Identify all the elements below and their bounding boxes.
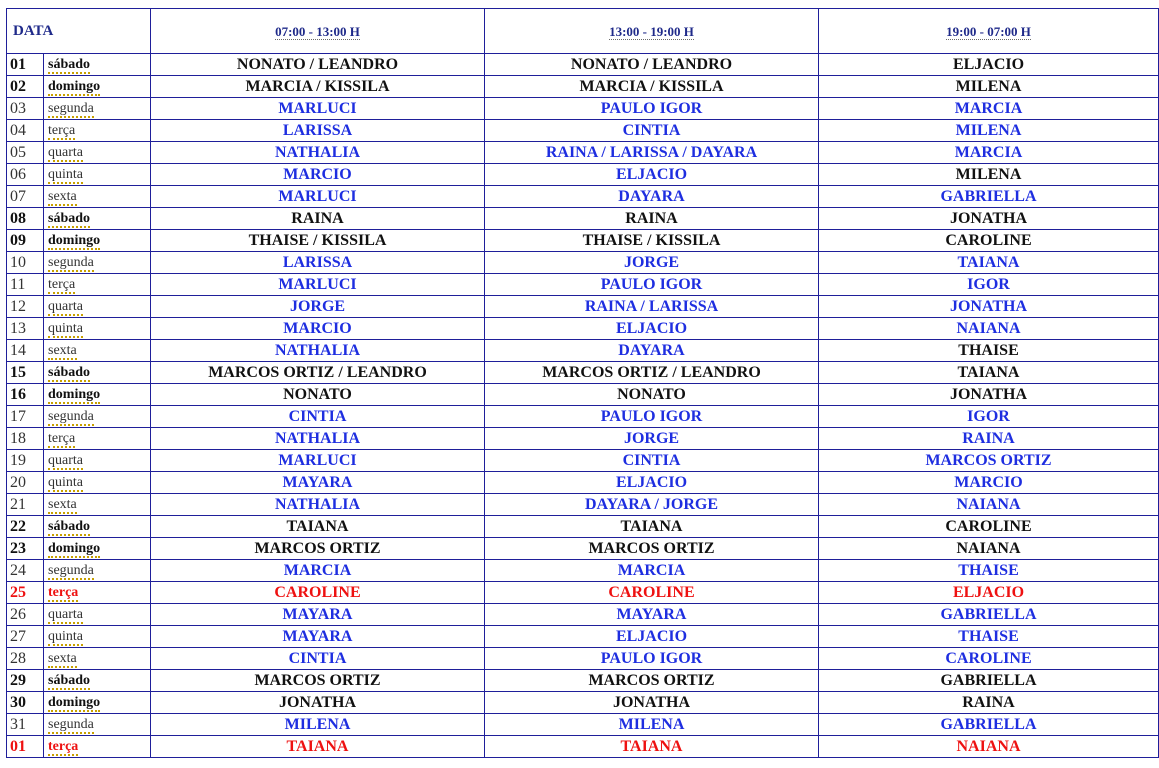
cell-shift-1: NONATO <box>151 384 485 406</box>
row-weekday: sábado <box>44 516 151 538</box>
row-weekday: sexta <box>44 186 151 208</box>
cell-shift-1: JORGE <box>151 296 485 318</box>
cell-shift-1: MILENA <box>151 714 485 736</box>
table-row <box>7 340 1159 362</box>
row-weekday: segunda <box>44 406 151 428</box>
cell-shift-1: MARLUCI <box>151 274 485 296</box>
cell-shift-1: TAIANA <box>151 516 485 538</box>
row-day-number: 30 <box>7 692 44 714</box>
cell-shift-1: MAYARA <box>151 472 485 494</box>
row-day-number: 06 <box>7 164 44 186</box>
cell-shift-1: TAIANA <box>151 736 485 758</box>
row-weekday: segunda <box>44 560 151 582</box>
cell-shift-3: ELJACIO <box>819 54 1159 76</box>
table-row <box>7 736 1159 758</box>
row-day-number: 19 <box>7 450 44 472</box>
cell-shift-1: MARCOS ORTIZ <box>151 670 485 692</box>
cell-shift-3: MARCIA <box>819 142 1159 164</box>
row-weekday: domingo <box>44 692 151 714</box>
cell-shift-3: GABRIELLA <box>819 670 1159 692</box>
row-weekday: quinta <box>44 318 151 340</box>
header-row <box>7 9 1159 54</box>
cell-shift-3: GABRIELLA <box>819 714 1159 736</box>
cell-shift-2: MARCOS ORTIZ / LEANDRO <box>485 362 819 384</box>
cell-shift-2: RAINA / LARISSA / DAYARA <box>485 142 819 164</box>
cell-shift-1: NATHALIA <box>151 494 485 516</box>
row-weekday: quarta <box>44 142 151 164</box>
row-day-number: 10 <box>7 252 44 274</box>
cell-shift-3: CAROLINE <box>819 516 1159 538</box>
cell-shift-1: MARCIO <box>151 318 485 340</box>
cell-shift-3: JONATHA <box>819 208 1159 230</box>
row-weekday: quinta <box>44 472 151 494</box>
row-weekday: segunda <box>44 98 151 120</box>
row-weekday: domingo <box>44 76 151 98</box>
cell-shift-3: GABRIELLA <box>819 604 1159 626</box>
row-day-number: 14 <box>7 340 44 362</box>
cell-shift-2: ELJACIO <box>485 164 819 186</box>
cell-shift-2: PAULO IGOR <box>485 406 819 428</box>
table-row <box>7 76 1159 98</box>
row-day-number: 20 <box>7 472 44 494</box>
table-row <box>7 142 1159 164</box>
row-weekday: terça <box>44 736 151 758</box>
cell-shift-2: DAYARA <box>485 186 819 208</box>
cell-shift-3: CAROLINE <box>819 230 1159 252</box>
table-row <box>7 692 1159 714</box>
row-day-number: 01 <box>7 736 44 758</box>
cell-shift-3: MILENA <box>819 164 1159 186</box>
row-weekday: domingo <box>44 230 151 252</box>
row-weekday: domingo <box>44 538 151 560</box>
table-row <box>7 186 1159 208</box>
row-weekday: quinta <box>44 626 151 648</box>
row-day-number: 29 <box>7 670 44 692</box>
cell-shift-2: PAULO IGOR <box>485 98 819 120</box>
cell-shift-2: MARCOS ORTIZ <box>485 538 819 560</box>
row-day-number: 13 <box>7 318 44 340</box>
cell-shift-3: MARCOS ORTIZ <box>819 450 1159 472</box>
row-day-number: 15 <box>7 362 44 384</box>
header-shift-2: 13:00 - 19:00 H <box>485 9 819 54</box>
row-weekday: sábado <box>44 54 151 76</box>
row-day-number: 31 <box>7 714 44 736</box>
row-day-number: 04 <box>7 120 44 142</box>
cell-shift-1: RAINA <box>151 208 485 230</box>
cell-shift-3: IGOR <box>819 274 1159 296</box>
cell-shift-2: TAIANA <box>485 736 819 758</box>
row-weekday: terça <box>44 428 151 450</box>
cell-shift-2: TAIANA <box>485 516 819 538</box>
row-weekday: segunda <box>44 714 151 736</box>
cell-shift-1: MARCIO <box>151 164 485 186</box>
table-row <box>7 120 1159 142</box>
cell-shift-2: MILENA <box>485 714 819 736</box>
cell-shift-2: ELJACIO <box>485 472 819 494</box>
cell-shift-3: NAIANA <box>819 538 1159 560</box>
cell-shift-1: CINTIA <box>151 406 485 428</box>
table-row <box>7 362 1159 384</box>
row-day-number: 21 <box>7 494 44 516</box>
table-row <box>7 472 1159 494</box>
cell-shift-2: RAINA / LARISSA <box>485 296 819 318</box>
cell-shift-1: NATHALIA <box>151 142 485 164</box>
table-row <box>7 406 1159 428</box>
cell-shift-1: MARLUCI <box>151 186 485 208</box>
table-row <box>7 450 1159 472</box>
row-day-number: 12 <box>7 296 44 318</box>
table-row <box>7 208 1159 230</box>
row-weekday: quarta <box>44 450 151 472</box>
table-row <box>7 230 1159 252</box>
row-day-number: 28 <box>7 648 44 670</box>
row-weekday: sexta <box>44 340 151 362</box>
cell-shift-3: TAIANA <box>819 362 1159 384</box>
cell-shift-2: NONATO / LEANDRO <box>485 54 819 76</box>
row-weekday: domingo <box>44 384 151 406</box>
cell-shift-1: MARLUCI <box>151 98 485 120</box>
cell-shift-1: NATHALIA <box>151 340 485 362</box>
cell-shift-3: THAISE <box>819 340 1159 362</box>
cell-shift-2: ELJACIO <box>485 318 819 340</box>
cell-shift-2: DAYARA <box>485 340 819 362</box>
cell-shift-2: CINTIA <box>485 450 819 472</box>
cell-shift-2: MAYARA <box>485 604 819 626</box>
cell-shift-3: MARCIO <box>819 472 1159 494</box>
row-day-number: 03 <box>7 98 44 120</box>
row-day-number: 01 <box>7 54 44 76</box>
table-row <box>7 318 1159 340</box>
cell-shift-1: CINTIA <box>151 648 485 670</box>
table-row <box>7 296 1159 318</box>
row-day-number: 27 <box>7 626 44 648</box>
cell-shift-3: RAINA <box>819 428 1159 450</box>
row-day-number: 05 <box>7 142 44 164</box>
cell-shift-2: JORGE <box>485 428 819 450</box>
header-data: DATA <box>7 9 151 54</box>
cell-shift-1: MARCIA <box>151 560 485 582</box>
cell-shift-1: MARLUCI <box>151 450 485 472</box>
cell-shift-2: DAYARA / JORGE <box>485 494 819 516</box>
table-row <box>7 648 1159 670</box>
table-row <box>7 560 1159 582</box>
cell-shift-3: MARCIA <box>819 98 1159 120</box>
row-day-number: 09 <box>7 230 44 252</box>
table-row <box>7 516 1159 538</box>
table-row <box>7 538 1159 560</box>
row-weekday: quarta <box>44 604 151 626</box>
cell-shift-3: MILENA <box>819 76 1159 98</box>
table-row <box>7 428 1159 450</box>
row-day-number: 11 <box>7 274 44 296</box>
table-row <box>7 582 1159 604</box>
row-weekday: sábado <box>44 362 151 384</box>
row-day-number: 23 <box>7 538 44 560</box>
cell-shift-3: NAIANA <box>819 494 1159 516</box>
cell-shift-2: THAISE / KISSILA <box>485 230 819 252</box>
row-weekday: segunda <box>44 252 151 274</box>
row-weekday: sábado <box>44 670 151 692</box>
cell-shift-2: PAULO IGOR <box>485 274 819 296</box>
cell-shift-2: PAULO IGOR <box>485 648 819 670</box>
cell-shift-3: TAIANA <box>819 252 1159 274</box>
cell-shift-2: JORGE <box>485 252 819 274</box>
row-day-number: 16 <box>7 384 44 406</box>
row-day-number: 02 <box>7 76 44 98</box>
table-row <box>7 384 1159 406</box>
cell-shift-3: THAISE <box>819 560 1159 582</box>
row-weekday: terça <box>44 582 151 604</box>
cell-shift-2: JONATHA <box>485 692 819 714</box>
header-shift-1: 07:00 - 13:00 H <box>151 9 485 54</box>
cell-shift-3: NAIANA <box>819 318 1159 340</box>
cell-shift-2: NONATO <box>485 384 819 406</box>
table-row <box>7 494 1159 516</box>
row-day-number: 07 <box>7 186 44 208</box>
cell-shift-1: NONATO / LEANDRO <box>151 54 485 76</box>
cell-shift-1: MAYARA <box>151 626 485 648</box>
cell-shift-1: JONATHA <box>151 692 485 714</box>
cell-shift-2: MARCIA <box>485 560 819 582</box>
row-day-number: 18 <box>7 428 44 450</box>
cell-shift-3: CAROLINE <box>819 648 1159 670</box>
schedule-table <box>6 8 1159 758</box>
table-row <box>7 54 1159 76</box>
cell-shift-2: MARCIA / KISSILA <box>485 76 819 98</box>
cell-shift-2: ELJACIO <box>485 626 819 648</box>
cell-shift-1: LARISSA <box>151 252 485 274</box>
row-weekday: sexta <box>44 494 151 516</box>
cell-shift-3: IGOR <box>819 406 1159 428</box>
row-weekday: quarta <box>44 296 151 318</box>
cell-shift-3: NAIANA <box>819 736 1159 758</box>
cell-shift-3: JONATHA <box>819 384 1159 406</box>
row-weekday: terça <box>44 120 151 142</box>
table-row <box>7 274 1159 296</box>
cell-shift-1: MARCIA / KISSILA <box>151 76 485 98</box>
row-day-number: 08 <box>7 208 44 230</box>
cell-shift-3: JONATHA <box>819 296 1159 318</box>
table-row <box>7 670 1159 692</box>
cell-shift-1: MAYARA <box>151 604 485 626</box>
table-row <box>7 714 1159 736</box>
schedule-body <box>7 9 1159 758</box>
cell-shift-3: ELJACIO <box>819 582 1159 604</box>
table-row <box>7 626 1159 648</box>
cell-shift-1: NATHALIA <box>151 428 485 450</box>
cell-shift-2: MARCOS ORTIZ <box>485 670 819 692</box>
row-weekday: sexta <box>44 648 151 670</box>
table-row <box>7 164 1159 186</box>
cell-shift-1: THAISE / KISSILA <box>151 230 485 252</box>
cell-shift-3: MILENA <box>819 120 1159 142</box>
row-weekday: sábado <box>44 208 151 230</box>
cell-shift-1: MARCOS ORTIZ <box>151 538 485 560</box>
row-weekday: quinta <box>44 164 151 186</box>
cell-shift-3: RAINA <box>819 692 1159 714</box>
table-row <box>7 252 1159 274</box>
table-row <box>7 604 1159 626</box>
cell-shift-2: RAINA <box>485 208 819 230</box>
row-day-number: 24 <box>7 560 44 582</box>
row-day-number: 26 <box>7 604 44 626</box>
header-shift-3: 19:00 - 07:00 H <box>819 9 1159 54</box>
row-day-number: 17 <box>7 406 44 428</box>
cell-shift-2: CAROLINE <box>485 582 819 604</box>
row-day-number: 22 <box>7 516 44 538</box>
cell-shift-1: MARCOS ORTIZ / LEANDRO <box>151 362 485 384</box>
row-day-number: 25 <box>7 582 44 604</box>
row-weekday: terça <box>44 274 151 296</box>
cell-shift-2: CINTIA <box>485 120 819 142</box>
cell-shift-1: CAROLINE <box>151 582 485 604</box>
cell-shift-3: GABRIELLA <box>819 186 1159 208</box>
cell-shift-3: THAISE <box>819 626 1159 648</box>
cell-shift-1: LARISSA <box>151 120 485 142</box>
table-row <box>7 98 1159 120</box>
